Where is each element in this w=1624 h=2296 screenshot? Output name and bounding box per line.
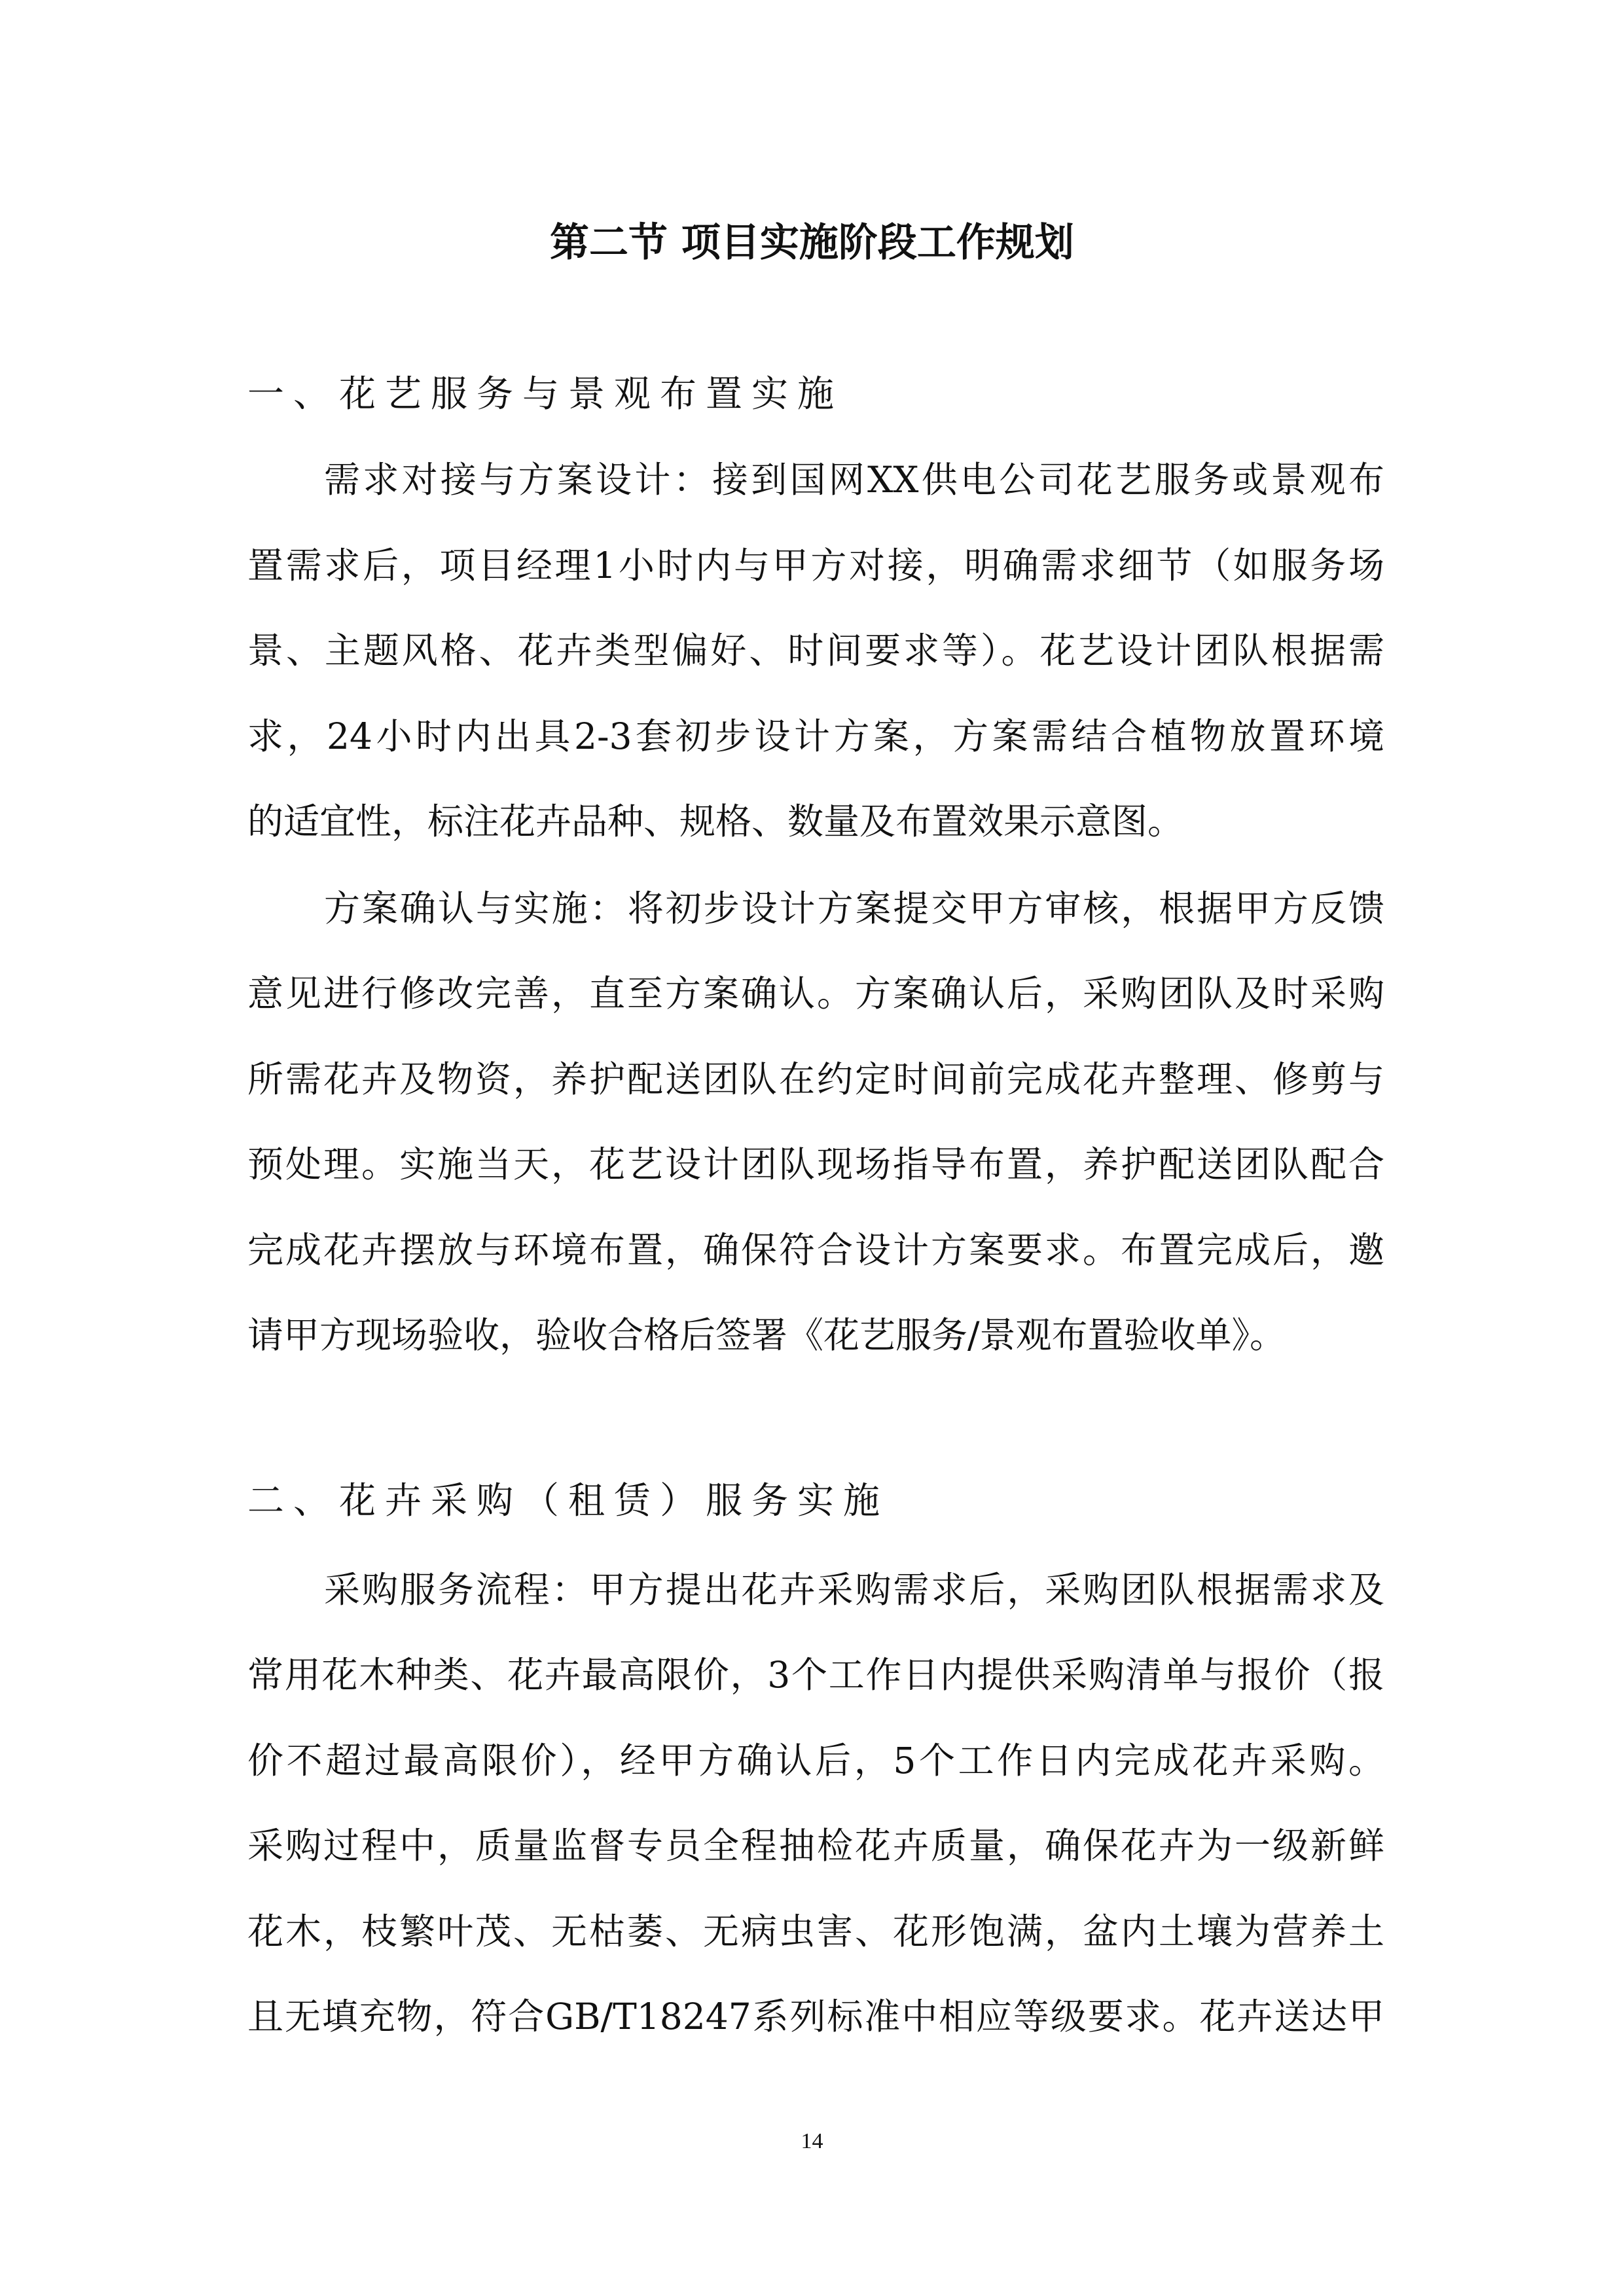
text-line: 求，24小时内出具2-3套初步设计方案，方案需结合植物放置环境: [247, 715, 1384, 757]
text-line: 置需求后，项目经理1小时内与甲方对接，明确需求细节（如服务场: [247, 545, 1384, 586]
text-line: 采购服务流程：甲方提出花卉采购需求后，采购团队根据需求及: [324, 1569, 1384, 1611]
text-line: 价不超过最高限价），经甲方确认后，5个工作日内完成花卉采购。: [247, 1740, 1384, 1782]
text-line: 请甲方现场验收，验收合格后签署《花艺服务/景观布置验收单》。: [247, 1314, 1286, 1356]
text-line: 常用花木种类、花卉最高限价，3个工作日内提供采购清单与报价（报: [247, 1654, 1384, 1696]
text-line: 花木，枝繁叶茂、无枯萎、无病虫害、花形饱满，盆内土壤为营养土: [247, 1910, 1384, 1952]
section-title: 第二节 项目实施阶段工作规划: [550, 220, 1074, 266]
text-line: 预处理。实施当天，花艺设计团队现场指导布置，养护配送团队配合: [247, 1143, 1384, 1185]
text-line: 方案确认与实施：将初步设计方案提交甲方审核，根据甲方反馈: [324, 888, 1384, 929]
text-line: 完成花卉摆放与环境布置，确保符合设计方案要求。布置完成后，邀: [247, 1229, 1384, 1271]
text-line: 且无填充物，符合GB/T18247系列标准中相应等级要求。花卉送达甲: [247, 1996, 1384, 2037]
page-number: 14: [801, 2129, 823, 2153]
text-line: 采购过程中，质量监督专员全程抽检花卉质量，确保花卉为一级新鲜: [247, 1825, 1384, 1867]
text-line: 需求对接与方案设计：接到国网XX供电公司花艺服务或景观布: [324, 459, 1384, 501]
text-line: 所需花卉及物资，养护配送团队在约定时间前完成花卉整理、修剪与: [247, 1058, 1384, 1100]
text-line: 意见进行修改完善，直至方案确认。方案确认后，采购团队及时采购: [247, 973, 1384, 1014]
heading-2: 二、花卉采购（租赁）服务实施: [247, 1480, 889, 1522]
text-line: 的适宜性，标注花卉品种、规格、数量及布置效果示意图。: [247, 800, 1184, 842]
heading-1: 一、花艺服务与景观布置实施: [247, 373, 843, 416]
text-line: 景、主题风格、花卉类型偏好、时间要求等）。花艺设计团队根据需: [247, 630, 1384, 672]
